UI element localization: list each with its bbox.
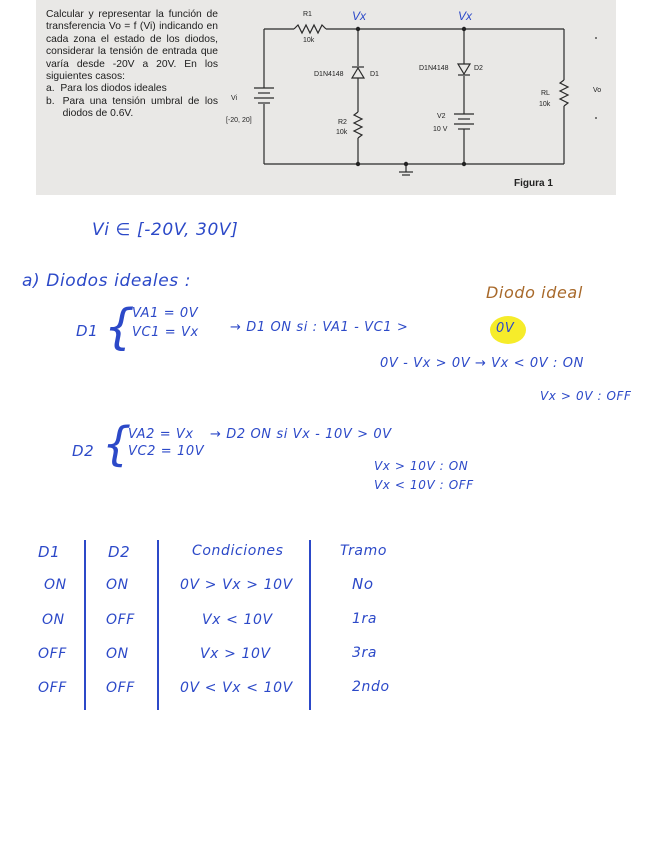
table-cell: ON [106,646,129,662]
input-range-note: Vi ∈ [-20V, 30V] [92,220,239,240]
d2-anode-voltage: VA2 = Vx [128,427,194,442]
table-cell: 3ra [352,645,378,661]
item-marker: b. [46,95,55,107]
table-cell: ON [44,577,67,593]
d1-cathode-voltage: VC1 = Vx [132,325,199,340]
circuit-diagram [36,0,616,195]
rl-label: RL [541,90,550,97]
problem-photo [36,0,616,195]
diodo-ideal-note: Diodo ideal [486,283,583,302]
d1-off-condition: Vx > 0V : OFF [540,389,632,403]
d1-threshold-highlighted: 0V [496,321,515,336]
table-header-d1: D1 [38,543,61,561]
d2-on-case: Vx > 10V : ON [374,459,469,473]
item-text: Para una tensión umbral de los diodos de 0.6V. [62,95,218,120]
table-cell: ON [42,612,65,628]
table-cell: OFF [106,612,135,628]
rl-value: 10k [539,101,551,108]
d1-anode-voltage: VA1 = 0V [132,306,199,321]
table-cell: ON [106,577,129,593]
table-cell: No [352,575,374,593]
vi-label: Vi [231,95,238,102]
table-cell: OFF [38,680,67,696]
r1-label: R1 [303,11,312,18]
d2-label: D2 [474,65,483,72]
d2-cathode-voltage: VC2 = 10V [128,444,205,459]
table-cell: 2ndo [352,679,390,695]
table-header-conditions: Condiciones [192,543,284,559]
table-cell: 1ra [352,611,378,627]
vx-annotation-2: Vx [458,9,473,23]
table-cell: 0V < Vx < 10V [180,680,293,696]
table-divider [309,540,311,710]
vo-label: Vo [593,87,602,94]
item-text: Para los diodos ideales [60,83,167,95]
v2-label: V2 [437,113,446,120]
table-divider [84,540,86,710]
table-cell: Vx < 10V [202,612,273,628]
d2-model: D1N4148 [419,65,449,72]
d1-derivation: 0V - Vx > 0V → Vx < 0V : ON [380,356,584,371]
item-marker: a. [46,83,55,95]
r1-value: 10k [303,37,315,44]
d1-label: D1 [370,71,379,78]
d1-model: D1N4148 [314,71,344,78]
table-header-d2: D2 [108,543,131,561]
vx-annotation-1: Vx [352,9,367,23]
brace-d1: { [104,299,136,355]
vi-range: [-20, 20] [226,117,252,124]
part-a-heading: a) Diodos ideales : [22,271,192,291]
table-header-segment: Tramo [340,543,388,559]
r2-label: R2 [338,119,347,126]
brace-d2: { [102,417,132,471]
d1-symbol: D1 [76,322,99,340]
figure-caption: Figura 1 [514,178,553,189]
table-cell: OFF [106,680,135,696]
v2-value: 10 V [433,126,448,133]
d2-on-condition: → D2 ON si Vx - 10V > 0V [210,427,392,442]
d2-off-case: Vx < 10V : OFF [374,478,474,492]
d1-on-condition: → D1 ON si : VA1 - VC1 > [230,320,409,335]
table-divider [157,540,159,710]
d2-symbol: D2 [72,442,95,460]
table-cell: 0V > Vx > 10V [180,577,293,593]
table-cell: Vx > 10V [200,646,271,662]
problem-intro: Calcular y representar la función de transferencia Vo = f (Vi) indicando en cada zona el estado de los diodos, considerar la tensión de entrada que varía desde -20V a 20V. En los siguientes casos: [46,9,218,83]
r2-value: 10k [336,129,348,136]
table-cell: OFF [38,646,67,662]
